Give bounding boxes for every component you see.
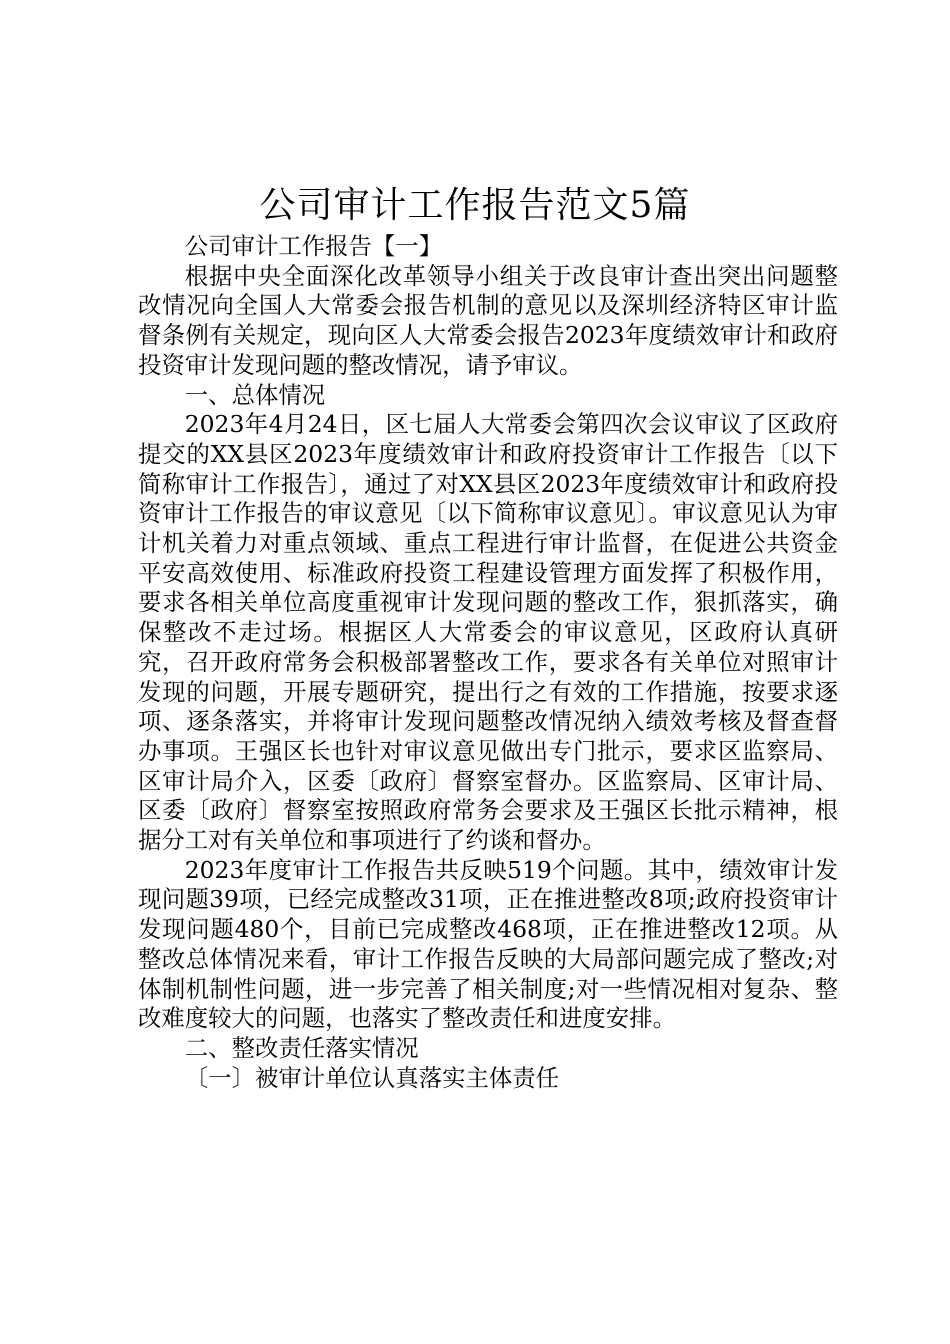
paragraph-problem-statistics: 2023年度审计工作报告共反映519个问题。其中，绩效审计发现问题39项，已经完成整改31项，正在推进整改8项;政府投资审计发现问题480个，目前已完成整改468项，正在推进整改12项。从整改总体情况来看，审计工作报告反映的大局部问题完成了整改;对体制机制性问题，进一步完善了相关制度;对一些情况相对复杂、整改难度较大的问题，也落实了整改责任和进度安排。 xyxy=(138,855,838,1033)
paragraph-intro: 根据中央全面深化改革领导小组关于改良审计查出突出问题整改情况向全国人大常委会报告机制的意见以及深圳经济特区审计监督条例有关规定，现向区人大常委会报告2023年度绩效审计和政府投资审计发现问题的整改情况，请予审议。 xyxy=(138,261,838,379)
section-heading-responsibility: 二、整改责任落实情况 xyxy=(184,1033,419,1062)
document-title: 公司审计工作报告范文5篇 xyxy=(259,185,691,226)
paragraph-overall-situation: 2023年4月24日，区七届人大常委会第四次会议审议了区政府提交的XX县区2023年度绩效审计和政府投资审计工作报告〔以下简称审计工作报告〕，通过了对XX县区2023年度绩效审计和政府投资审计工作报告的审议意见〔以下简称审议意见〕。审议意见认为审计机关着力对重点领域、重点工程进行审计监督，在促进公共资金平安高效使用、标准政府投资工程建设管理方面发挥了积极作用，要求各相关单位高度重视审计发现问题的整改工作，狠抓落实，确保整改不走过场。根据区人大常委会的审议意见，区政府认真研究，召开政府常务会积极部署整改工作，要求各有关单位对照审计发现的问题，开展专题研究，提出行之有效的工作措施，按要求逐项、逐条落实，并将审计发现问题整改情况纳入绩效考核及督查督办事项。王强区长也针对审议意见做出专门批示，要求区监察局、区审计局介入，区委〔政府〕督察室督办。区监察局、区审计局、区委〔政府〕督察室按照政府常务会要求及王强区长批示精神，根据分工对有关单位和事项进行了约谈和督办。 xyxy=(138,410,838,855)
section-heading-overall: 一、总体情况 xyxy=(184,380,326,409)
document-body xyxy=(138,232,838,1093)
subsection-heading-audited-units: 〔一〕被审计单位认真落实主体责任 xyxy=(184,1063,560,1092)
section-heading-report-one: 公司审计工作报告【一】 xyxy=(184,232,443,260)
